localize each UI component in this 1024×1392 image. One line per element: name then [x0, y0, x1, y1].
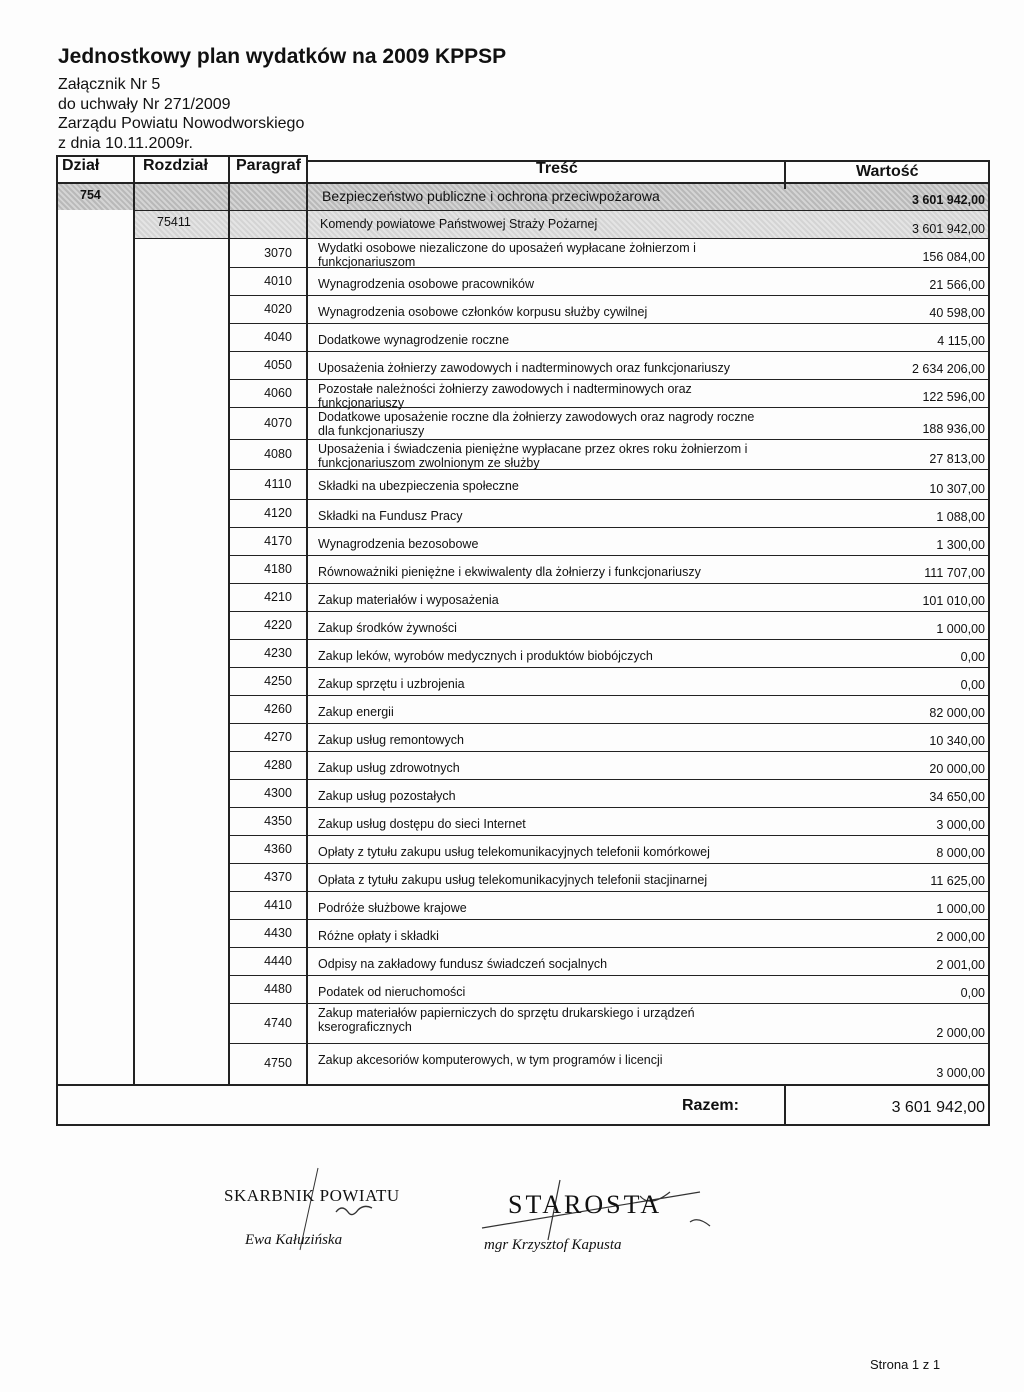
paragraph-description: Równoważniki pieniężne i ekwiwalenty dla żołnierzy i funkcjonariuszy	[318, 565, 701, 579]
paragraph-value: 10 307,00	[929, 482, 985, 496]
paragraph-description: Zakup materiałów i wyposażenia	[318, 593, 499, 607]
paragraph-code: 4110	[264, 477, 292, 491]
total-left-border	[56, 1084, 58, 1126]
paragraph-value: 0,00	[960, 650, 985, 664]
paragraph-code: 4250	[264, 674, 292, 688]
rozdzial-top-border	[133, 210, 990, 211]
paragraph-description: Opłaty z tytułu zakupu usług telekomunikacyjnych telefonii komórkowej	[318, 845, 710, 859]
paragraph-code: 4070	[264, 416, 292, 430]
paragraph-value: 101 010,00	[922, 594, 985, 608]
paragraph-code: 4430	[264, 926, 292, 940]
paragraph-description: Uposażenia żołnierzy zawodowych i nadterminowych oraz funkcjonariuszy	[318, 361, 730, 375]
paragraph-value: 34 650,00	[929, 790, 985, 804]
paragraph-value: 11 625,00	[930, 874, 985, 888]
paragraph-value: 20 000,00	[929, 762, 985, 776]
paragraph-code: 4410	[264, 898, 292, 912]
paragraph-value: 1 300,00	[936, 538, 985, 552]
rozdzial-name: Komendy powiatowe Państwowej Straży Pożarnej	[320, 217, 598, 231]
paragraph-description: Zakup usług remontowych	[318, 733, 464, 747]
resolution-number: do uchwały Nr 271/2009	[58, 96, 231, 113]
paragraph-description: Zakup usług dostępu do sieci Internet	[318, 817, 526, 831]
row-border	[228, 295, 990, 296]
paragraph-value: 156 084,00	[922, 250, 985, 264]
row-border	[228, 947, 990, 948]
total-right-border	[988, 1084, 990, 1126]
row-border	[228, 439, 990, 440]
paragraph-description: Zakup leków, wyrobów medycznych i produktów biobójczych	[318, 649, 653, 663]
col-header-paragraf: Paragraf	[236, 157, 301, 174]
rozdzial-value: 3 601 942,00	[912, 222, 985, 236]
paragraph-value: 188 936,00	[922, 422, 985, 436]
col-header-rozdzial: Rozdział	[143, 157, 208, 174]
col-header-dzial: Dział	[62, 157, 100, 174]
paragraph-value: 8 000,00	[936, 846, 985, 860]
row-border	[228, 975, 990, 976]
total-divider	[784, 1084, 786, 1126]
dzial-value: 3 601 942,00	[912, 193, 985, 207]
paragraph-description: Zakup środków żywności	[318, 621, 457, 635]
paragraph-description: Wynagrodzenia osobowe pracowników	[318, 277, 534, 291]
starosta-name: mgr Krzysztof Kapusta	[484, 1237, 622, 1253]
paragraph-value: 2 634 206,00	[912, 362, 985, 376]
paragraph-value: 3 000,00	[936, 1066, 985, 1080]
paragraph-value: 1 088,00	[936, 510, 985, 524]
paragraph-code: 4280	[264, 758, 292, 772]
treasurer-title: SKARBNIK POWIATU	[224, 1186, 400, 1205]
paragraph-code: 4050	[264, 358, 292, 372]
paragraph-code: 4080	[264, 447, 292, 461]
paragraph-value: 40 598,00	[929, 306, 985, 320]
row-border	[228, 351, 990, 352]
dzial-name: Bezpieczeństwo publiczne i ochrona przeciwpożarowa	[322, 188, 660, 204]
treasurer-name: Ewa Kałuzińska	[245, 1232, 343, 1248]
paragraph-description: Pozostałe należności żołnierzy zawodowych i nadterminowych oraz funkcjonariuszy	[318, 382, 692, 410]
row-border	[228, 379, 990, 380]
paragraph-description: Uposażenia i świadczenia pieniężne wypłacane przez okres roku żołnierzom i funkcjonariuszom zwolnionym ze służby	[318, 442, 748, 470]
dzial-code: 754	[80, 188, 101, 202]
paragraph-code: 4010	[264, 274, 292, 288]
row-border	[228, 555, 990, 556]
col-header-wartosc: Wartość	[856, 163, 919, 180]
issuing-body: Zarządu Powiatu Nowodworskiego	[58, 115, 305, 132]
col-border-left	[56, 155, 58, 1085]
paragraph-description: Podróże służbowe krajowe	[318, 901, 467, 915]
total-bottom-border	[56, 1124, 990, 1126]
paragraph-description: Różne opłaty i składki	[318, 929, 439, 943]
paragraph-description: Wynagrodzenia osobowe członków korpusu służby cywilnej	[318, 305, 648, 319]
row-border	[228, 639, 990, 640]
paragraph-code: 4480	[264, 982, 292, 996]
paragraph-description: Zakup materiałów papierniczych do sprzętu drukarskiego i urządzeń kserograficznych	[318, 1006, 695, 1034]
paragraph-value: 111 707,00	[924, 566, 985, 580]
paragraph-value: 0,00	[960, 678, 985, 692]
paragraph-code: 4180	[264, 562, 292, 576]
resolution-date: z dnia 10.11.2009r.	[58, 135, 193, 152]
row-border	[228, 695, 990, 696]
col-border-tresc	[784, 160, 786, 189]
row-border	[228, 891, 990, 892]
paragraph-code: 3070	[264, 246, 292, 260]
paragraph-value: 122 596,00	[922, 390, 985, 404]
table-top-border-right	[306, 160, 990, 162]
annex-number: Załącznik Nr 5	[58, 76, 161, 93]
row-border	[228, 667, 990, 668]
starosta-title: STAROSTA	[508, 1190, 663, 1219]
paragraph-value: 0,00	[960, 986, 985, 1000]
paragraph-code: 4260	[264, 702, 292, 716]
paragraph-description: Dodatkowe uposażenie roczne dla żołnierzy zawodowych oraz nagrody roczne dla funkcjonariuszy	[318, 410, 755, 438]
paragraph-code: 4370	[264, 870, 292, 884]
paragraph-description: Składki na Fundusz Pracy	[318, 509, 463, 523]
paragraph-code: 4750	[264, 1056, 292, 1070]
paragraph-value: 82 000,00	[929, 706, 985, 720]
row-border	[228, 723, 990, 724]
row-border	[228, 1043, 990, 1044]
paragraph-value: 27 813,00	[929, 452, 985, 466]
paragraph-value: 2 000,00	[936, 1026, 985, 1040]
paragraph-code: 4220	[264, 618, 292, 632]
paragraph-value: 10 340,00	[929, 734, 985, 748]
page-number: Strona 1 z 1	[870, 1357, 941, 1372]
total-top-border	[56, 1084, 990, 1086]
document-title: Jednostkowy plan wydatków na 2009 KPPSP	[58, 45, 507, 68]
paragraph-description: Podatek od nieruchomości	[318, 985, 466, 999]
paragraph-code: 4360	[264, 842, 292, 856]
paragraph-code: 4170	[264, 534, 292, 548]
treasurer-signature-scribble	[336, 1206, 372, 1214]
row-border	[228, 611, 990, 612]
paragraph-value: 21 566,00	[929, 278, 985, 292]
paragraph-value: 4 115,00	[937, 334, 985, 348]
paragraph-code: 4020	[264, 302, 292, 316]
paragraph-description: Wynagrodzenia bezosobowe	[318, 537, 479, 551]
row-border	[228, 779, 990, 780]
row-border	[228, 1003, 990, 1004]
total-value: 3 601 942,00	[891, 1099, 985, 1116]
row-border	[228, 863, 990, 864]
paragraph-code: 4270	[264, 730, 292, 744]
rozdzial-bottom-border	[133, 238, 990, 239]
row-border	[228, 323, 990, 324]
paragraph-code: 4440	[264, 954, 292, 968]
paragraph-code: 4740	[264, 1016, 292, 1030]
row-border	[228, 583, 990, 584]
paragraph-value: 2 001,00	[936, 958, 985, 972]
total-label: Razem:	[682, 1097, 739, 1114]
rozdzial-code: 75411	[157, 215, 191, 229]
paragraph-code: 4210	[264, 590, 292, 604]
row-border	[228, 835, 990, 836]
paragraph-description: Odpisy na zakładowy fundusz świadczeń socjalnych	[318, 957, 608, 971]
row-border	[228, 919, 990, 920]
col-header-tresc: Treść	[536, 160, 578, 177]
header-bottom-border	[56, 182, 990, 184]
paragraph-description: Zakup akcesoriów komputerowych, w tym programów i licencji	[318, 1053, 663, 1067]
paragraph-description: Zakup sprzętu i uzbrojenia	[318, 677, 465, 691]
paragraph-description: Zakup energii	[318, 705, 394, 719]
row-border	[228, 527, 990, 528]
col-border-dzial	[133, 155, 135, 1085]
row-border	[228, 807, 990, 808]
paragraph-code: 4230	[264, 646, 292, 660]
paragraph-description: Zakup usług zdrowotnych	[318, 761, 460, 775]
row-border	[228, 751, 990, 752]
paragraph-description: Wydatki osobowe niezaliczone do uposażeń wypłacane żołnierzom i funkcjonariuszom	[318, 241, 696, 269]
paragraph-code: 4300	[264, 786, 292, 800]
paragraph-value: 2 000,00	[936, 930, 985, 944]
paragraph-value: 1 000,00	[936, 902, 985, 916]
paragraph-code: 4120	[264, 506, 292, 520]
paragraph-description: Opłata z tytułu zakupu usług telekomunikacyjnych telefonii stacjinarnej	[318, 873, 708, 887]
paragraph-description: Dodatkowe wynagrodzenie roczne	[318, 333, 510, 347]
paragraph-code: 4060	[264, 386, 292, 400]
paragraph-description: Składki na ubezpieczenia społeczne	[318, 479, 519, 493]
paragraph-description: Zakup usług pozostałych	[318, 789, 456, 803]
paragraph-code: 4350	[264, 814, 292, 828]
paragraph-value: 1 000,00	[936, 622, 985, 636]
row-border	[228, 499, 990, 500]
paragraph-value: 3 000,00	[936, 818, 985, 832]
paragraph-code: 4040	[264, 330, 292, 344]
